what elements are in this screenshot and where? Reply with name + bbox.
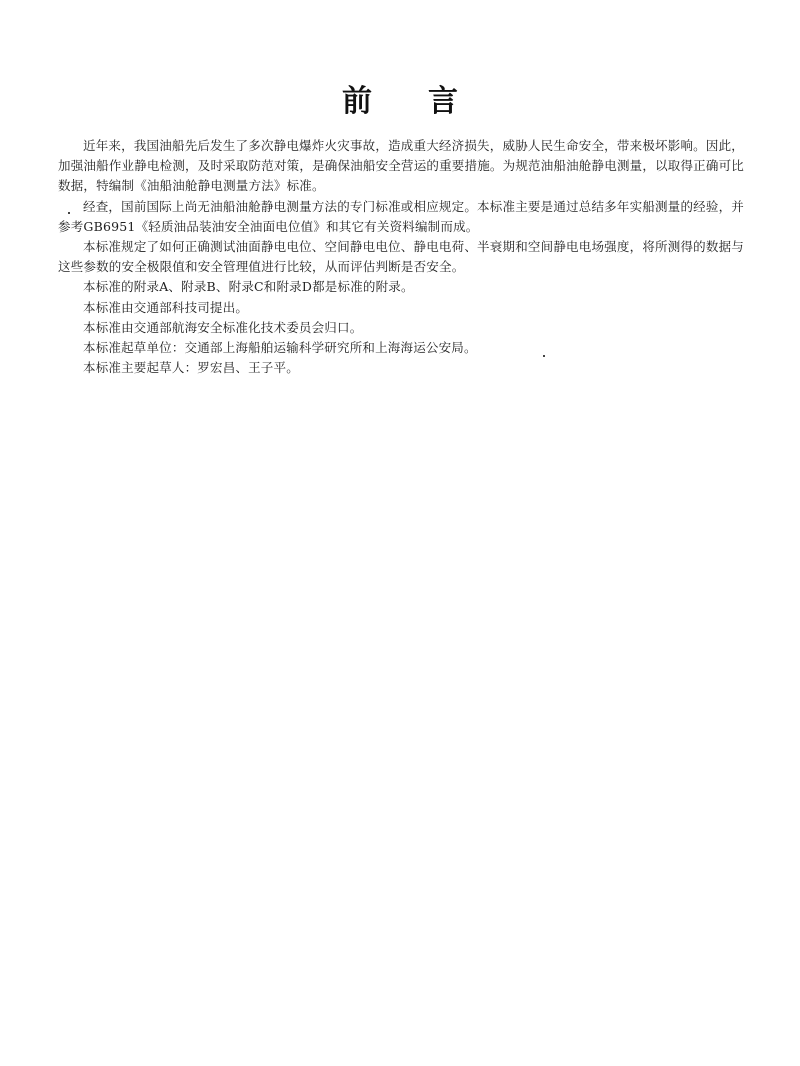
scan-speck xyxy=(68,212,70,214)
paragraph-drafters: 本标准主要起草人：罗宏昌、王子平。 xyxy=(83,360,299,376)
paragraph-scope: 本标准规定了如何正确测试油面静电电位、空间静电电位、静电电荷、半衰期和空间静电电场强度，将所测得的数据与这些参数的安全极限值和安全管理值进行比较，从而评估判断是否安全。 xyxy=(58,239,744,275)
paragraph-appendices: 本标准的附录A、附录B、附录C和附录D都是标准的附录。 xyxy=(83,279,414,295)
paragraph-basis: 经查，国前国际上尚无油船油舱静电测量方法的专门标准或相应规定。本标准主要是通过总结多年实船测量的经验，并参考GB6951《轻质油品装油安全油面电位值》和其它有关资料编制而成。 xyxy=(58,198,744,234)
paragraph-proposer: 本标准由交通部科技司提出。 xyxy=(83,299,249,315)
scan-speck xyxy=(543,355,545,357)
body-text xyxy=(58,136,744,378)
page-title: 前言 xyxy=(342,84,514,119)
paragraph-drafting-units: 本标准起草单位：交通部上海船舶运输科学研究所和上海海运公安局。 xyxy=(83,340,477,356)
paragraph-administration: 本标准由交通部航海安全标准化技术委员会归口。 xyxy=(83,319,363,335)
paragraph-background: 近年来，我国油船先后发生了多次静电爆炸火灾事故，造成重大经济损失，威胁人民生命安全，带来极坏影响。因此，加强油船作业静电检测，及时采取防范对策，是确保油船安全营运的重要措施。为规范油船油舱静电测量，以取得正确可比数据，特编制《油船油舱静电测量方法》标准。 xyxy=(58,138,744,194)
